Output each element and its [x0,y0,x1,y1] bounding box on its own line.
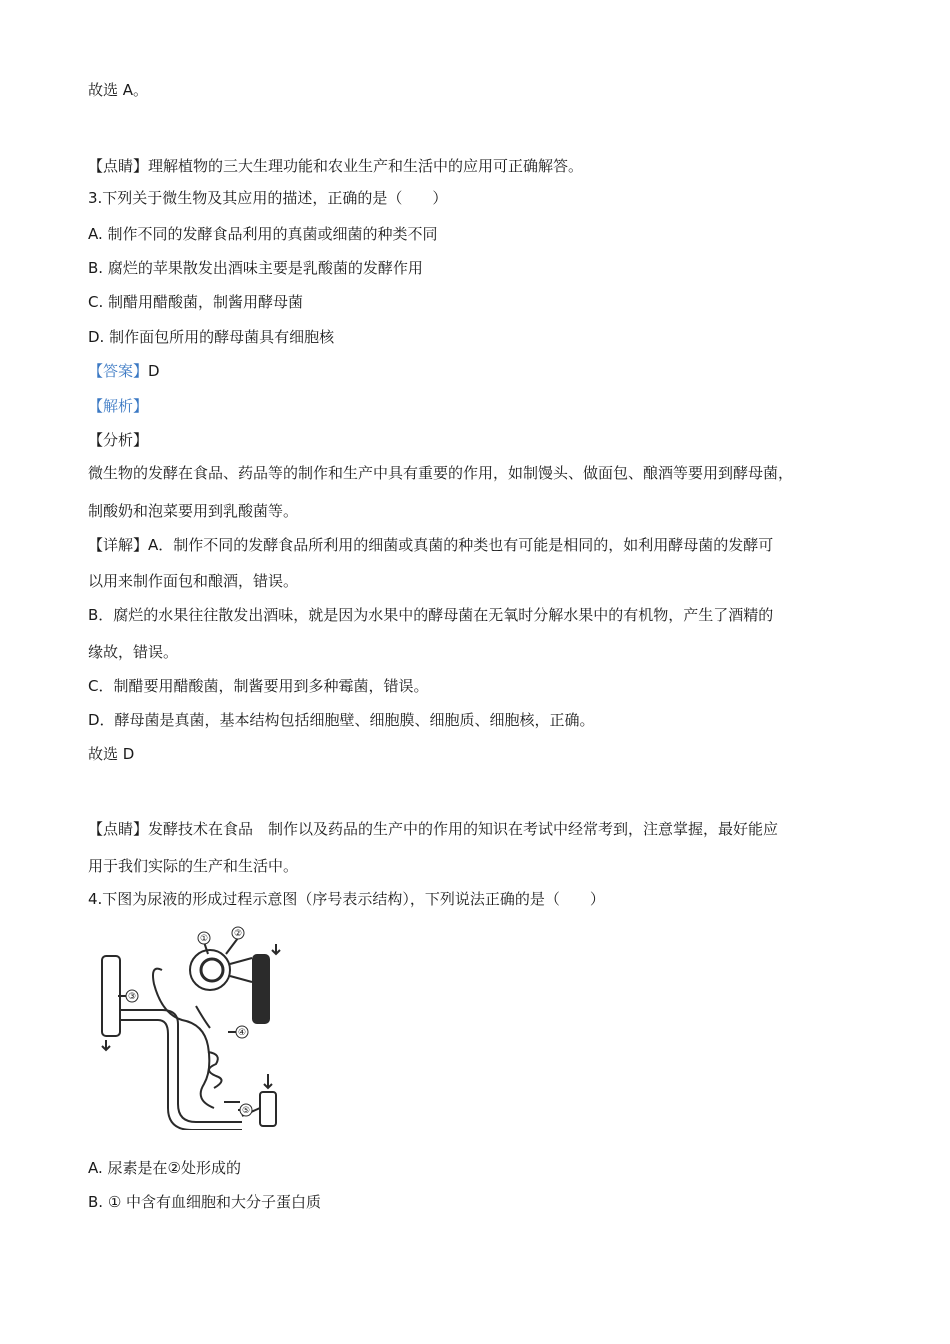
urine-formation-diagram [92,924,292,1130]
loop-left [120,1010,242,1122]
detail-line-4: 缘故，错误。 [88,643,179,661]
q3-option-b: B. 腐烂的苹果散发出酒味主要是乳酸菌的发酵作用 [88,259,423,277]
label-5: ⑤ [241,1106,251,1116]
detail-line-2: 以用来制作面包和酿酒，错误。 [88,572,299,590]
q3-stem: 3.下列关于微生物及其应用的描述，正确的是（ ） [88,189,448,207]
detail-line-5: C．制醋要用醋酸菌，制酱要用到多种霉菌，错误。 [88,677,429,695]
answer-value: D [148,362,160,380]
detail-line-3: B．腐烂的水果往往散发出酒味，就是因为水果中的酵母菌在无氧时分解水果中的有机物，产生了酒精的 [88,606,774,624]
q3-answer [88,361,160,381]
q4-option-a: A. 尿素是在②处形成的 [88,1159,241,1177]
label-2: ② [233,929,243,939]
q4-option-b: B. ① 中含有血细胞和大分子蛋白质 [88,1193,322,1211]
label-4: ④ [237,1028,247,1038]
label-1: ① [199,934,209,944]
detail-line-6: D．酵母菌是真菌，基本结构包括细胞壁、细胞膜、细胞质、细胞核，正确。 [88,711,595,729]
vessel-5 [260,1092,276,1126]
fenxi-tag: 【分析】 [88,431,149,449]
q4-stem: 4.下图为尿液的形成过程示意图（序号表示结构），下列说法正确的是（ ） [88,890,605,908]
q3-conclusion: 故选 D [88,745,135,763]
collecting-duct [102,956,120,1036]
analysis-tag: 【解析】 [88,397,149,415]
label-3: ③ [127,992,137,1002]
fenxi-line-1: 微生物的发酵在食品、药品等的制作和生产中具有重要的作用，如制馒头、做面包、酿酒等要用到酵母菌， [88,464,794,482]
prev-tip: 【点睛】理解植物的三大生理功能和农业生产和生活中的应用可正确解答。 [88,157,584,175]
q3-option-a: A. 制作不同的发酵食品利用的真菌或细菌的种类不同 [88,225,438,243]
blood-vessel [252,954,270,1024]
q3-option-c: C. 制醋用醋酸菌，制酱用酵母菌 [88,293,304,311]
fenxi-line-2: 制酸奶和泡菜要用到乳酸菌等。 [88,502,299,520]
glomerulus [201,959,223,981]
q3-option-d: D. 制作面包所用的酵母菌具有细胞核 [88,328,335,346]
q3-tip-line-1: 【点睛】发酵技术在食品 制作以及药品的生产中的作用的知识在考试中经常考到，注意掌握，最好能应 [88,820,779,838]
answer-tag: 【答案】 [88,362,149,380]
q3-tip-line-2: 用于我们实际的生产和生活中。 [88,857,299,875]
detail-line-1: 【详解】A．制作不同的发酵食品所利用的细菌或真菌的种类也有可能是相同的，如利用酵母菌的发酵可 [88,536,774,554]
prev-conclusion: 故选 A。 [88,81,149,99]
